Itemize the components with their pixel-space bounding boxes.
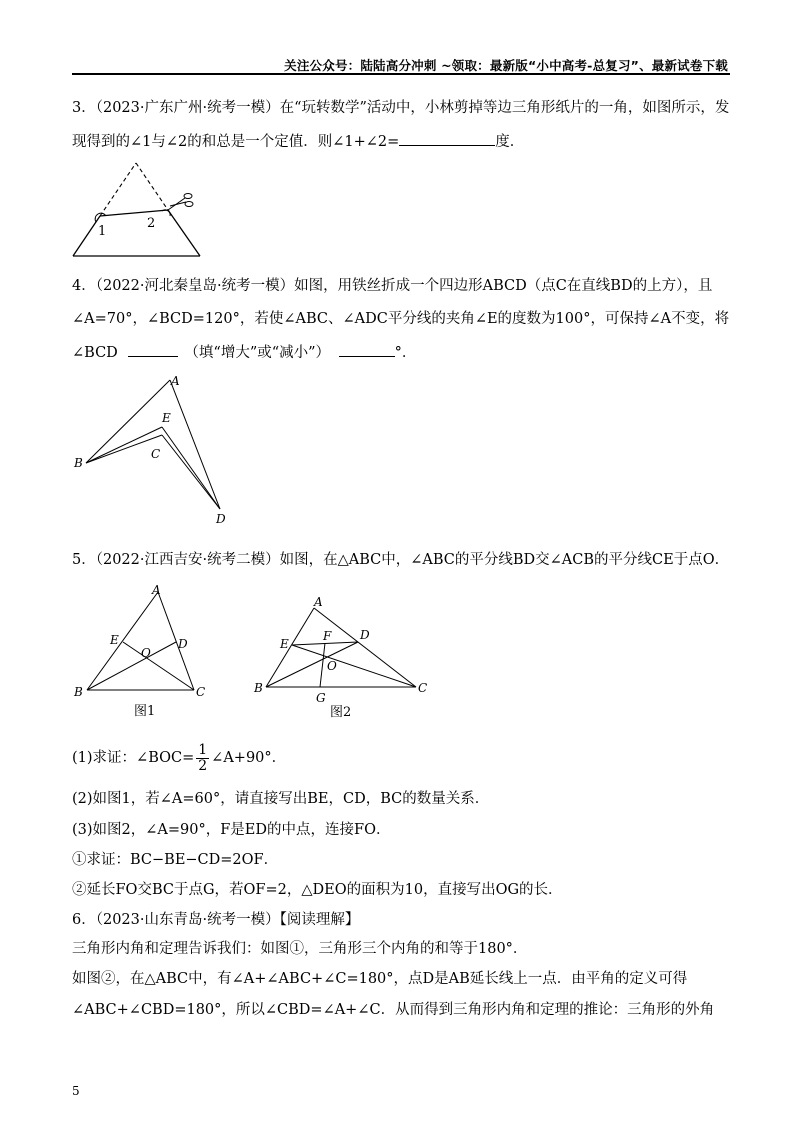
q4-line2: ∠A=70°，∠BCD=120°，若使∠ABC、∠ADC平分线的夹角∠E的度数为100°，可保持∠A不变，将 [72, 311, 730, 327]
page-number: 5 [72, 1084, 80, 1098]
q5-part1 [72, 740, 286, 776]
q6-line1: 6．（2023·山东青岛·统考一模）【阅读理解】 [72, 912, 360, 928]
scissors-icon [168, 194, 193, 211]
q3-line1: 3．（2023·广东广州·统考一模）在“玩转数学”活动中，小林剪掉等边三角形纸片的一角，如图所示，发 [72, 100, 730, 116]
q3-line2 [72, 130, 524, 152]
q5f1-label-A: A [152, 583, 161, 597]
q5-part1-tail: ∠A+90°． [211, 750, 287, 766]
q4-label-D: D [216, 512, 226, 526]
q5f1-caption: 图1 [134, 704, 156, 719]
q3-line2-text: 现得到的∠1与∠2的和总是一个定值．则∠1+∠2= [72, 134, 400, 150]
q4-line3-tail: °． [394, 345, 417, 361]
q5f2-label-O: O [327, 659, 337, 673]
q5f1-AB [87, 592, 158, 690]
q6-line2: 三角形内角和定理告诉我们：如图①，三角形三个内角的和等于180°． [72, 941, 528, 957]
q4-line3 [72, 341, 416, 363]
q4-edge-AD [170, 380, 220, 509]
q5-line1: 5．（2022·江西吉安·统考二模）如图，在△ABC中，∠ABC的平分线BD交∠ACB的平分线CE于点O． [72, 552, 730, 568]
q5f2-CE [292, 645, 416, 687]
fraction-denominator: 2 [198, 757, 208, 774]
q3-figure [70, 158, 270, 260]
q4-label-A: A [171, 374, 180, 388]
q5f2-label-D: D [360, 628, 370, 642]
q6-line4: ∠ABC+∠CBD=180°，所以∠CBD=∠A+∠C．从而得到三角形内角和定理的推论：三角形的外角 [72, 1002, 715, 1018]
q5f2-label-F: F [323, 629, 332, 643]
q3-cut-left [100, 163, 136, 216]
q3-answer-blank[interactable] [399, 130, 495, 146]
q4-answer-blank-2[interactable] [339, 341, 395, 357]
q5f1-label-B: B [74, 685, 83, 699]
page-header: 关注公众号：陆陆高分冲刺 ~领取：最新版“小中高考-总复习”、最新试卷下载 [284, 58, 728, 73]
q3-label-2: 2 [147, 216, 156, 231]
q5f2-label-C: C [418, 681, 428, 695]
q5f1-BD [87, 642, 176, 690]
q5f2-caption: 图2 [330, 705, 352, 720]
q5f1-AC [158, 592, 194, 690]
fraction-numerator: 1 [198, 741, 208, 758]
q4-line3-hint: （填“增大”或“减小”） [184, 345, 331, 361]
q4-label-C: C [151, 447, 161, 461]
q5-part2: (2)如图1，若∠A=60°，请直接写出BE，CD，BC的数量关系． [72, 791, 490, 807]
header-rule [72, 73, 730, 75]
q4-label-E: E [162, 411, 171, 425]
q4-line3-angle: ∠BCD [72, 345, 118, 361]
q5-part3-2: ②延长FO交BC于点G，若OF=2，△DEO的面积为10，直接写出OG的长． [72, 882, 563, 898]
q4-figure [70, 370, 240, 530]
q5f2-label-B: B [254, 681, 263, 695]
q4-edge-CD [162, 435, 220, 509]
q3-cut-right [136, 163, 168, 210]
q5f1-label-C: C [196, 685, 206, 699]
q5f2-FG [320, 643, 325, 687]
q6-line3: 如图②，在△ABC中，有∠A+∠ABC+∠C=180°，点D是AB延长线上一点．由平角的定义可得 [72, 971, 688, 987]
q4-label-B: B [74, 456, 83, 470]
q5f2-AC [314, 608, 416, 687]
q5-part3: (3)如图2，∠A=90°，F是ED的中点，连接FO． [72, 822, 391, 838]
q5f1-label-D: D [178, 637, 188, 651]
q3-label-1: 1 [98, 224, 107, 239]
q5-figure-1 [70, 578, 220, 720]
q5f2-label-G: G [316, 691, 326, 705]
q5f2-label-E: E [280, 637, 289, 651]
q5-part3-1: ①求证：BC−BE−CD=2OF． [72, 852, 279, 868]
q5-figure-2 [248, 590, 438, 722]
q3-cut-line [100, 210, 168, 216]
q3-line2-tail: 度． [495, 134, 525, 150]
q3-right-side [168, 210, 200, 256]
q5-part1-text: (1)求证：∠BOC= [72, 750, 195, 766]
one-half-fraction [196, 743, 209, 774]
q5f1-label-E: E [110, 633, 119, 647]
q4-answer-blank-1[interactable] [128, 341, 178, 357]
q5f2-label-A: A [314, 595, 323, 609]
q4-bisector-DE [162, 427, 220, 509]
q4-line1: 4．（2022·河北秦皇岛·统考一模）如图，用铁丝折成一个四边形ABCD（点C在直线BD的上方），且 [72, 278, 713, 294]
q5f1-label-O: O [141, 646, 151, 660]
